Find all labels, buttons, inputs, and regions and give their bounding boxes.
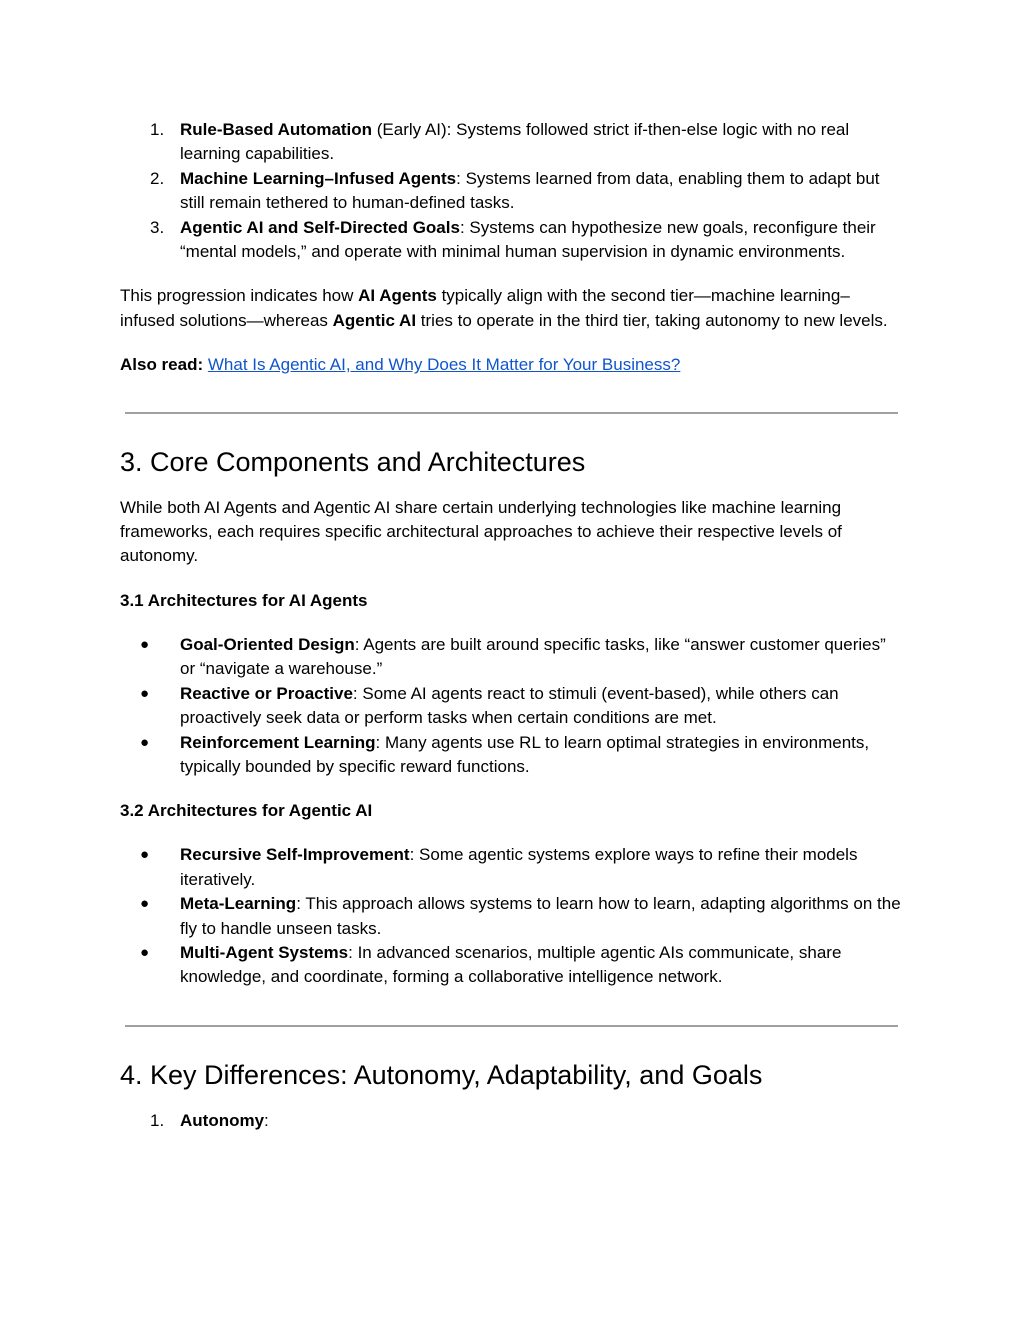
list-number: 1. [150,120,165,139]
list-text: : In advanced scenarios, multiple agentic AIs communicate, share knowledge, and coordinate, forming a collaborative intelligence network. [180,942,842,987]
list-number: 1. [150,1110,165,1130]
list-item [120,941,902,990]
subsection-3-1-heading: 3.1 Architectures for AI Agents [120,590,368,610]
list-text: : This approach allows systems to learn how to learn, adapting algorithms on the fly to handle unseen tasks. [180,894,901,938]
list-text: : Systems learned from data, enabling them to adapt but still remain tethered to human-defined tasks. [180,168,880,213]
list-term: Autonomy [180,1110,265,1130]
list-term: Reactive or Proactive [180,683,353,703]
bullet-icon: ● [140,846,150,864]
list-term: Goal-Oriented Design [180,634,355,654]
also-read-link[interactable]: What Is Agentic AI, and Why Does It Matter for Your Business? [207,355,681,375]
list-item [120,216,902,265]
bullet-icon: ● [140,895,150,913]
list-number: 3. [150,217,165,237]
also-read-line [120,353,902,377]
agentic-ai-architecture-list [120,843,902,989]
list-term: Agentic AI and Self-Directed Goals [180,217,460,237]
key-differences-list [120,1109,902,1133]
list-text: : Agents are built around specific tasks, like “answer customer queries” or “navigate a warehouse.” [180,634,886,679]
list-item [120,892,902,941]
progression-paragraph: This progression indicates how AI Agents typically align with the second tier—machine learning–infused solutions—whereas Agentic AI tries to operate in the third tier, taking autonomy to new levels. [120,286,888,330]
list-item [120,731,902,780]
list-number: 2. [150,168,165,188]
list-text: : Some AI agents react to stimuli (event-based), while others can proactively seek data or perform tasks when certain conditions are met. [180,683,839,728]
section-4-heading: 4. Key Differences: Autonomy, Adaptability, and Goals [120,1059,763,1090]
list-item [120,843,902,892]
list-item [120,633,902,682]
list-text: : [264,1110,269,1130]
list-item [120,118,902,167]
list-item [120,682,902,731]
list-text: : Some agentic systems explore ways to refine their models iteratively. [180,845,858,889]
list-term: Rule-Based Automation [180,120,373,139]
also-read-label: Also read: [120,355,204,375]
section-3-intro: While both AI Agents and Agentic AI share certain underlying technologies like machine learning frameworks, each requires specific architectural approaches to achieve their respective levels of autonomy. [120,497,842,566]
section-3-heading: 3. Core Components and Architectures [120,446,586,477]
subsection-3-2-heading: 3.2 Architectures for Agentic AI [120,801,373,821]
bullet-icon: ● [140,684,150,702]
intro-numbered-list [120,118,902,264]
document-body [120,118,902,1133]
list-term: Multi-Agent Systems [180,942,349,962]
bullet-icon: ● [140,943,150,961]
list-term: Recursive Self-Improvement [180,845,410,865]
list-term: Machine Learning–Infused Agents [180,168,457,188]
ai-agents-architecture-list [120,633,902,779]
list-term: Meta-Learning [180,894,297,914]
list-item [120,1109,902,1133]
list-text: : Systems can hypothesize new goals, reconfigure their “mental models,” and operate with minimal human supervision in dynamic environments. [180,217,876,262]
list-term: Reinforcement Learning [180,732,376,752]
bullet-icon: ● [140,733,150,751]
list-text: : Many agents use RL to learn optimal strategies in environments, typically bounded by specific reward functions. [180,732,870,776]
list-text: (Early AI): Systems followed strict if-then-else logic with no real learning capabilities. [180,120,850,164]
bullet-icon: ● [140,635,150,653]
list-item [120,167,902,216]
